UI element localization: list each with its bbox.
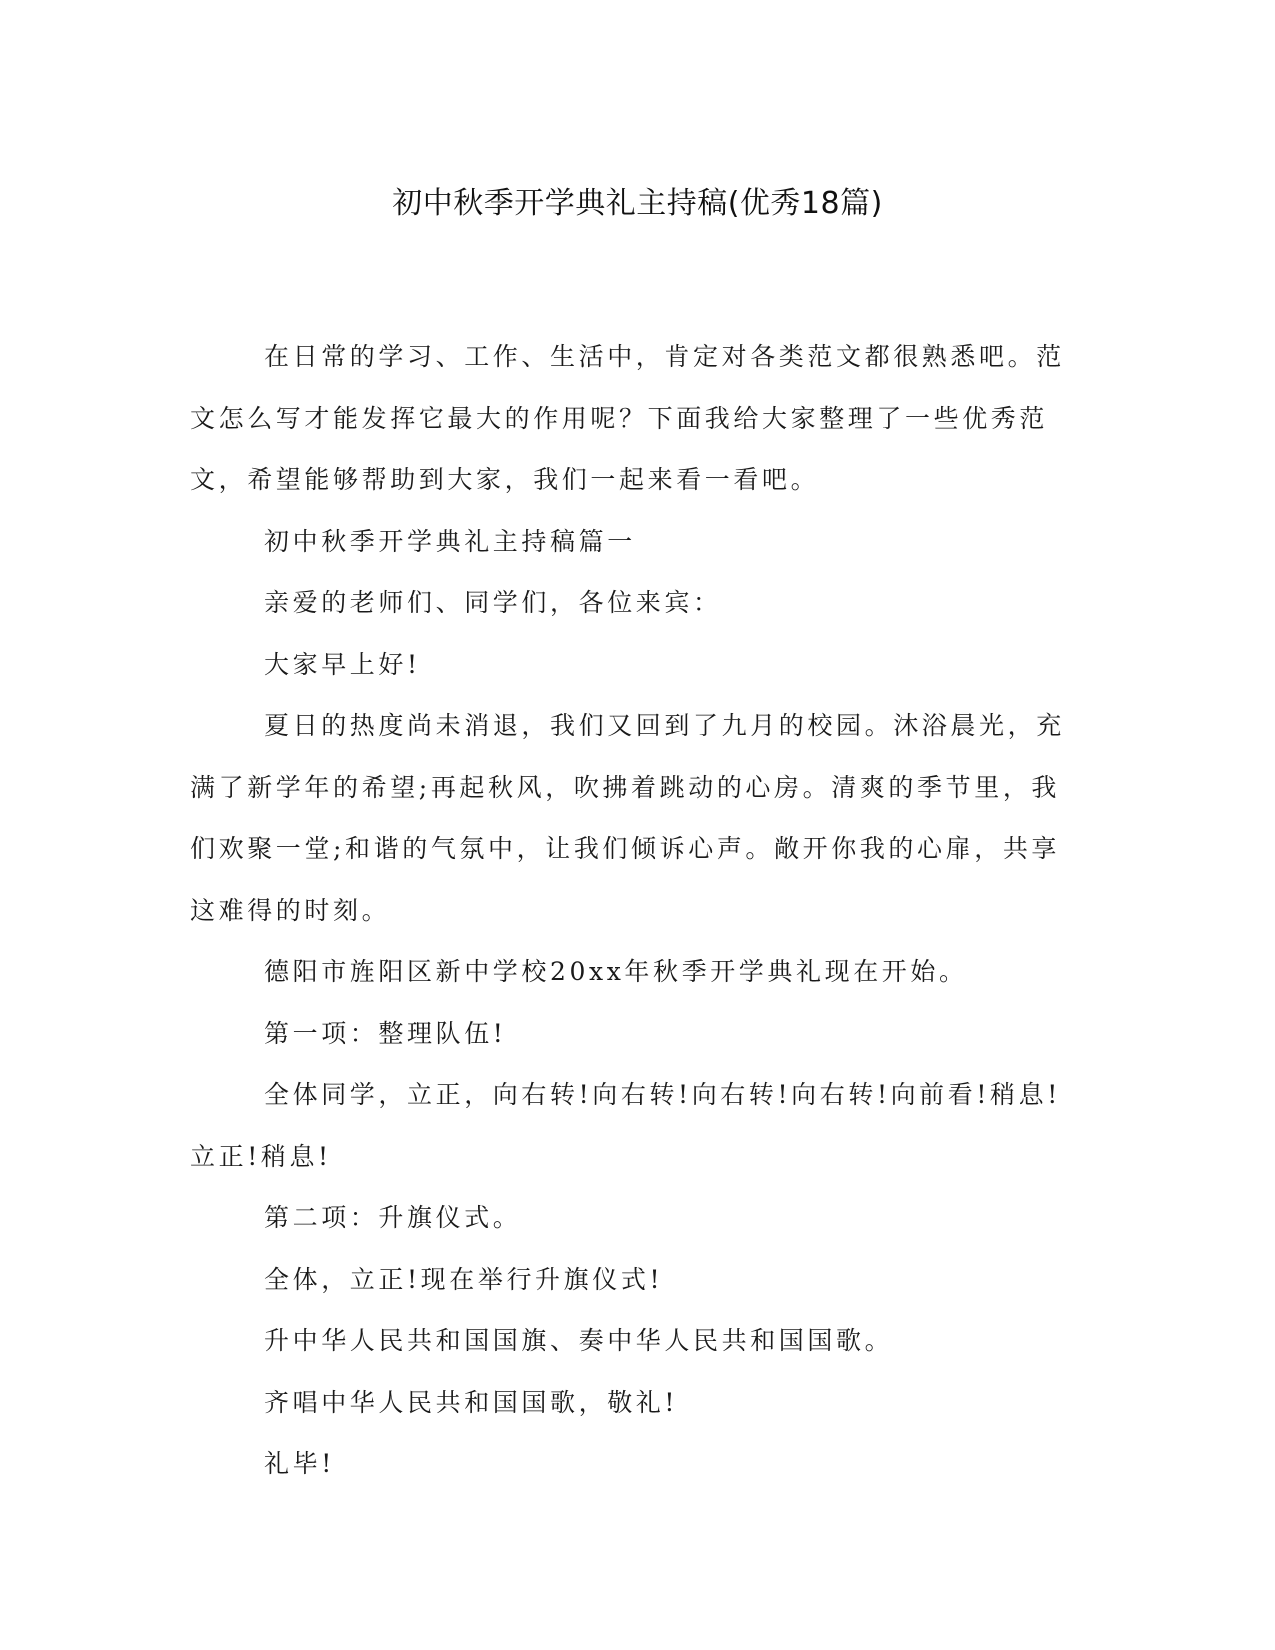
paragraph-greeting: 大家早上好! (264, 649, 421, 679)
paragraph-item-two: 第二项：升旗仪式。 (264, 1203, 522, 1232)
paragraph-ceremony-start: 德阳市旌阳区新中学校20xx年秋季开学典礼现在开始。 (264, 957, 968, 986)
paragraph-salutation: 亲爱的老师们、同学们，各位来宾： (264, 588, 722, 617)
paragraph-sing-anthem: 齐唱中华人民共和国国歌，敬礼! (264, 1387, 679, 1417)
document-body (190, 326, 1082, 1495)
paragraph-section-heading: 初中秋季开学典礼主持稿篇一 (264, 526, 636, 556)
paragraph-flag-ceremony: 全体，立正!现在举行升旗仪式! (264, 1264, 664, 1294)
paragraph-salute-end: 礼毕! (264, 1449, 335, 1478)
paragraph-opening: 夏日的热度尚未消退，我们又回到了九月的校园。沐浴晨光，充满了新学年的希望;再起秋风，吹拂着跳动的心房。清爽的季节里，我们欢聚一堂;和谐的气氛中，让我们倾诉心声。敞开你我的心扉，共享这难得的时刻。 (190, 711, 1065, 925)
paragraph-intro: 在日常的学习、工作、生活中，肯定对各类范文都很熟悉吧。范文怎么写才能发挥它最大的作用呢？下面我给大家整理了一些优秀范文，希望能够帮助到大家，我们一起来看一看吧。 (190, 342, 1065, 494)
document-title: 初中秋季开学典礼主持稿(优秀18篇) (392, 186, 883, 221)
paragraph-drill-commands: 全体同学，立正，向右转!向右转!向右转!向右转!向前看!稍息!立正!稍息! (190, 1080, 1061, 1171)
paragraph-anthem: 升中华人民共和国国旗、奏中华人民共和国国歌。 (264, 1326, 894, 1355)
paragraph-item-one: 第一项：整理队伍! (264, 1018, 507, 1048)
